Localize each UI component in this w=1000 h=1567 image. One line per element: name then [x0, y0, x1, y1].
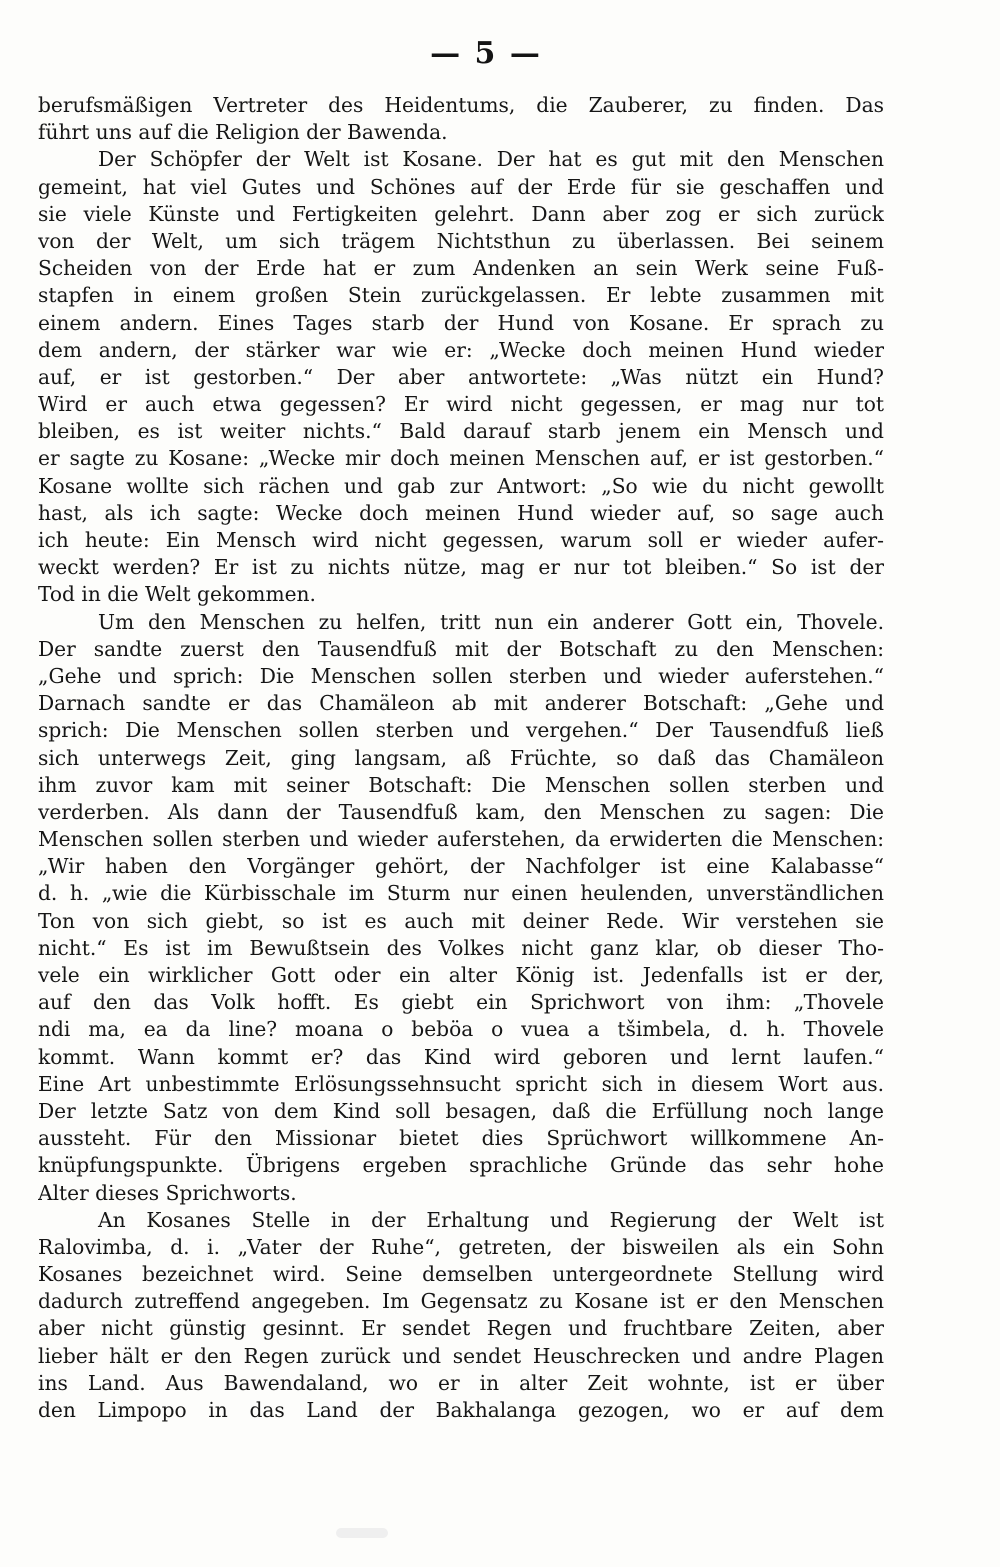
text-line: d. h. „wie die Kürbisschale im Sturm nur einen heulenden, unverständlichen: [38, 881, 884, 906]
text-line: Menschen sollen sterben und wieder auferstehen, da erwiderten die Menschen:: [38, 827, 884, 852]
text-line: bleiben, es ist weiter nichts.“ Bald darauf starb jenem ein Mensch und: [38, 419, 884, 444]
text-line: vele ein wirklicher Gott oder ein alter König ist. Jedenfalls ist er der,: [38, 963, 884, 987]
text-line: aber nicht günstig gesinnt. Er sendet Regen und fruchtbare Zeiten, aber: [38, 1316, 884, 1341]
text-line: lieber hält er den Regen zurück und sendet Heuschrecken und andre Plagen: [38, 1343, 884, 1368]
text-line: knüpfungspunkte. Übrigens ergeben sprachliche Gründe das sehr hohe: [38, 1153, 884, 1178]
text-line: berufsmäßigen Vertreter des Heidentums, die Zauberer, zu finden. Das: [38, 93, 884, 117]
text-line: Alter dieses Sprichworts.: [38, 1180, 297, 1205]
text-line: den Limpopo in das Land der Bakhalanga gezogen, wo er auf dem: [38, 1398, 884, 1422]
text-line: ndi ma, ea da line? moana o beböa o vuea a tšimbela, d. h. Thovele: [38, 1017, 884, 1042]
text-line: von der Welt, um sich trägem Nichtsthun zu überlassen. Bei seinem: [38, 228, 884, 253]
text-line: An Kosanes Stelle in der Erhaltung und Regierung der Welt ist: [98, 1207, 884, 1232]
text-line: gemeint, hat viel Gutes und Schönes auf der Erde für sie geschaffen und: [38, 174, 884, 199]
text-line: dem andern, der stärker war wie er: „Wecke doch meinen Hund wieder: [38, 337, 884, 362]
text-line: Eine Art unbestimmte Erlösungssehnsucht spricht sich in diesem Wort aus.: [38, 1071, 884, 1096]
text-line: dadurch zutreffend angegeben. Im Gegensatz zu Kosane ist er den Menschen: [38, 1289, 884, 1314]
text-line: Kosane wollte sich rächen und gab zur Antwort: „So wie du nicht gewollt: [38, 473, 884, 498]
text-line: ins Land. Aus Bawendaland, wo er in alter Zeit wohnte, ist er über: [38, 1370, 884, 1395]
text-line: Um den Menschen zu helfen, tritt nun ein anderer Gott ein, Thovele.: [98, 609, 884, 634]
text-line: sich unterwegs Zeit, ging langsam, aß Früchte, so daß das Chamäleon: [38, 745, 884, 770]
text-line: auf, er ist gestorben.“ Der aber antwortete: „Was nützt ein Hund?: [38, 364, 884, 389]
text-line: ich heute: Ein Mensch wird nicht gegessen, warum soll er wieder aufer-: [38, 528, 884, 552]
text-line: Der letzte Satz von dem Kind soll besagen, daß die Erfüllung noch lange: [38, 1098, 884, 1123]
text-line: aussteht. Für den Missionar bietet dies Sprüchwort willkommene An-: [38, 1126, 884, 1151]
text-line: nicht.“ Es ist im Bewußtsein des Volkes nicht ganz klar, ob dieser Tho-: [38, 935, 884, 960]
text-line: Der sandte zuerst den Tausendfuß mit der Botschaft zu den Menschen:: [38, 636, 884, 661]
text-line: Ralovimba, d. i. „Vater der Ruhe“, getreten, der bisweilen als ein Sohn: [38, 1234, 884, 1259]
text-line: verderben. Als dann der Tausendfuß kam, den Menschen zu sagen: Die: [38, 799, 884, 824]
text-line: sie viele Künste und Fertigkeiten gelehrt. Dann aber zog er sich zurück: [38, 201, 884, 226]
text-line: „Gehe und sprich: Die Menschen sollen sterben und wieder auferstehen.“: [38, 663, 884, 688]
text-line: führt uns auf die Religion der Bawenda.: [38, 120, 448, 145]
text-line: Kosanes bezeichnet wird. Seine demselben untergeordnete Stellung wird: [38, 1262, 884, 1287]
text-line: hast, als ich sagte: Wecke doch meinen Hund wieder auf, so sage auch: [38, 500, 884, 525]
page-number: — 5 —: [430, 36, 542, 71]
text-line: auf den das Volk hofft. Es giebt ein Sprichwort von ihm: „Thovele: [38, 990, 884, 1015]
text-line: sprich: Die Menschen sollen sterben und vergehen.“ Der Tausendfuß ließ: [38, 718, 884, 743]
text-line: stapfen in einem großen Stein zurückgelassen. Er lebte zusammen mit: [38, 283, 884, 308]
text-line: Tod in die Welt gekommen.: [38, 582, 316, 607]
text-line: „Wir haben den Vorgänger gehört, der Nachfolger ist eine Kalabasse“: [38, 854, 884, 879]
body-text: [38, 92, 884, 1424]
text-line: kommt. Wann kommt er? das Kind wird geboren und lernt laufen.“: [38, 1044, 884, 1069]
faint-stamp-mark: [336, 1528, 388, 1538]
text-line: Wird er auch etwa gegessen? Er wird nicht gegessen, er mag nur tot: [38, 392, 884, 417]
text-line: Der Schöpfer der Welt ist Kosane. Der hat es gut mit den Menschen: [98, 147, 884, 172]
text-line: Scheiden von der Erde hat er zum Andenken an sein Werk seine Fuß-: [38, 256, 884, 281]
text-line: ihm zuvor kam mit seiner Botschaft: Die Menschen sollen sterben und: [38, 772, 884, 797]
text-line: er sagte zu Kosane: „Wecke mir doch meinen Menschen auf, er ist gestorben.“: [38, 446, 884, 471]
text-line: weckt werden? Er ist zu nichts nütze, mag er nur tot bleiben.“ So ist der: [38, 555, 884, 580]
text-line: einem andern. Eines Tages starb der Hund von Kosane. Er sprach zu: [38, 310, 884, 335]
text-line: Ton von sich giebt, so ist es auch mit deiner Rede. Wir verstehen sie: [38, 908, 884, 933]
text-line: Darnach sandte er das Chamäleon ab mit anderer Botschaft: „Gehe und: [38, 691, 884, 716]
